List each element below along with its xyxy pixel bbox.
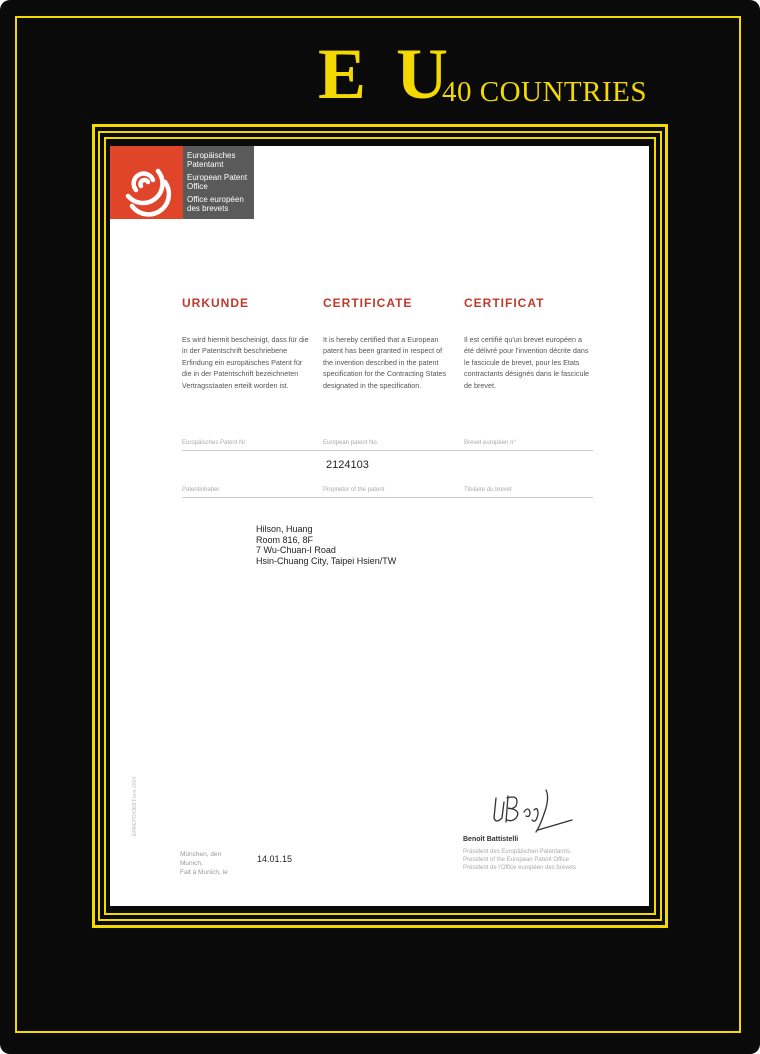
proprietor-line-3: 7 Wu-Chuan-I Road: [256, 545, 336, 555]
divider-proprietor: [182, 497, 593, 498]
label-proprietor-de: Patentinhaber: [182, 487, 220, 493]
label-patent-no-fr: Brevet européen n°: [464, 440, 516, 446]
proprietor-name: Hilson, Huang: [256, 524, 313, 534]
heading-certificate: CERTIFICATE: [323, 296, 413, 310]
logo-line-de: Europäisches Patentamt: [187, 151, 236, 169]
heading-urkunde: URKUNDE: [182, 296, 249, 310]
text-english: It is hereby certified that a European patent has been granted in respect of the invention described in the patent specification for the Contracting States designated in the specification.: [323, 335, 447, 390]
column-french: [464, 296, 594, 391]
label-patent-no-de: Europäisches Patent Nr.: [182, 440, 247, 446]
label-proprietor-en: Proprietor of the patent: [323, 487, 385, 493]
certificate-paper: [110, 146, 649, 906]
heading-certificat: CERTIFICAT: [464, 296, 545, 310]
place-line-en: Munich,: [180, 860, 203, 867]
logo-line-en: European Patent Office: [187, 173, 248, 191]
countries-heading: 40 COUNTRIES: [442, 76, 647, 108]
proprietor-line-2: Room 816, 8F: [256, 534, 314, 545]
epo-logo: [110, 146, 254, 219]
label-proprietor-fr: Titulaire du brevet: [464, 487, 512, 493]
column-english: [323, 296, 453, 391]
signer-title-de: Präsident des Europäischen Patentamts: [463, 849, 571, 855]
place-of-issue: [180, 850, 228, 877]
proprietor-line-4: Hsin-Chuang City, Taipei Hsien/TW: [256, 555, 397, 566]
logo-line-fr: Office européen des brevets: [187, 195, 244, 213]
epo-logo-text: [183, 146, 254, 219]
place-line-fr: Fait à Munich, le: [180, 869, 228, 876]
signer-name: Benoît Battistelli: [463, 836, 519, 843]
signer-title: [463, 848, 576, 872]
label-patent-no-en: European patent No.: [323, 440, 379, 446]
text-french: Il est certifié qu'un brevet européen a été délivré pour l'invention décrite dans le fascicule de brevet, pour les Etats contractants désignés dans le fascicule de brevet.: [464, 335, 590, 390]
signer-title-fr: Président de l'Office européen des brevets: [463, 865, 577, 871]
epo-logo-icon: [110, 146, 183, 219]
patent-number: 2124103: [326, 459, 369, 471]
divider-patent-no: [182, 450, 593, 451]
text-german: Es wird hiermit bescheinigt, dass für die in der Patentschrift beschriebene Erfindung ein europäisches Patent für die in der Patentschrift bezeichneten Vertragsstaaten erteilt worden ist.: [182, 335, 309, 390]
form-number: EPA/EPO/OEB Form 2004: [132, 776, 138, 836]
proprietor-address: [256, 524, 396, 566]
eu-heading: E U: [318, 34, 455, 114]
signer-title-en: President of the European Patent Office: [463, 857, 569, 863]
issue-date: 14.01.15: [257, 854, 293, 864]
place-line-de: München, den: [180, 851, 222, 858]
column-german: [182, 296, 312, 391]
